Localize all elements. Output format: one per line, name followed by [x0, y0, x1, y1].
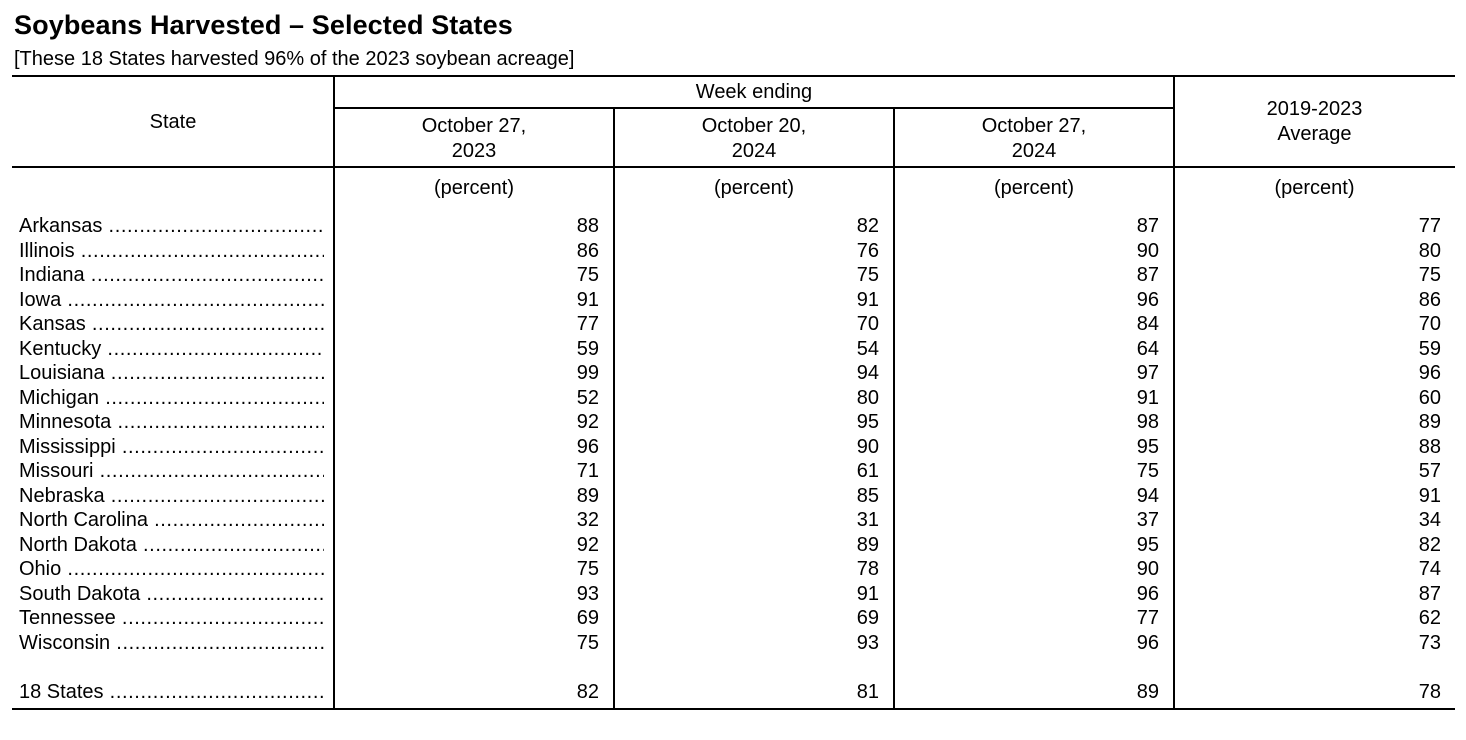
percent-cell: 93	[576, 582, 599, 605]
percent-cell: 54	[856, 337, 879, 360]
percent-cell: 92	[576, 411, 599, 433]
percent-cell: 82	[856, 215, 879, 237]
percent-cell: 96	[576, 435, 599, 458]
table-row	[12, 312, 1455, 337]
percent-cell: 80	[856, 386, 879, 409]
percent-cell: 90	[856, 435, 879, 458]
state-label: Arkansas	[19, 215, 103, 237]
state-name	[19, 263, 324, 288]
percent-cell: 70	[856, 313, 879, 335]
percent-cell: 96	[1136, 582, 1159, 605]
table-top-rule	[12, 75, 1455, 77]
total-row	[12, 680, 1455, 705]
percent-cell: 52	[576, 386, 599, 409]
percent-cell: 87	[1136, 215, 1159, 237]
percent-cell: 75	[856, 264, 879, 286]
state-name	[19, 533, 324, 558]
harvest-table	[12, 75, 1455, 710]
percent-cell: 85	[856, 484, 879, 507]
state-name	[19, 484, 324, 509]
percent-cell: 94	[1136, 484, 1159, 507]
header-bottom-rule	[12, 166, 1455, 168]
percent-cell: 82	[1418, 533, 1441, 556]
state-label: Kansas	[19, 313, 86, 335]
percent-cell: 95	[1136, 533, 1159, 556]
percent-cell: 88	[576, 215, 599, 237]
percent-cell: 87	[1418, 582, 1441, 605]
state-name	[19, 410, 324, 435]
state-label: Minnesota	[19, 411, 112, 433]
state-label: Iowa	[19, 288, 62, 311]
table-row	[12, 606, 1455, 631]
percent-cell: 75	[576, 631, 599, 654]
percent-cell: 89	[576, 484, 599, 507]
percent-cell: 37	[1136, 509, 1159, 531]
percent-cell: 73	[1418, 631, 1441, 654]
percent-cell: 91	[856, 288, 879, 311]
state-name	[19, 435, 324, 460]
table-row	[12, 361, 1455, 386]
percent-cell: 71	[576, 460, 599, 482]
state-name	[19, 557, 324, 582]
percent-cell: 77	[576, 313, 599, 335]
table-row	[12, 459, 1455, 484]
table-body	[12, 214, 1455, 704]
table-row	[12, 435, 1455, 460]
state-label: Michigan	[19, 386, 100, 409]
state-name	[19, 606, 324, 631]
percent-cell: 75	[576, 558, 599, 580]
column-header-oct20-2024: October 20, 2024	[701, 115, 807, 162]
table-row	[12, 484, 1455, 509]
state-name	[19, 239, 324, 264]
state-label: North Dakota	[19, 533, 137, 556]
week-ending-rule	[334, 107, 1174, 109]
state-label: North Carolina	[19, 509, 148, 531]
percent-cell: 75	[576, 264, 599, 286]
percent-cell: 95	[1136, 435, 1159, 458]
table-row	[12, 533, 1455, 558]
table-row	[12, 557, 1455, 582]
state-label: Indiana	[19, 264, 85, 286]
unit-label: (percent)	[1274, 177, 1355, 199]
state-label: Tennessee	[19, 607, 116, 629]
percent-cell: 87	[1136, 264, 1159, 286]
percent-cell: 59	[576, 337, 599, 360]
column-header-average: 2019-2023 Average	[1266, 98, 1363, 145]
percent-cell: 91	[856, 582, 879, 605]
percent-cell: 70	[1418, 313, 1441, 335]
percent-cell: 75	[1418, 264, 1441, 286]
state-label: South Dakota	[19, 582, 141, 605]
percent-cell: 77	[1136, 607, 1159, 629]
percent-cell: 60	[1418, 386, 1441, 409]
percent-cell: 78	[1418, 680, 1441, 703]
percent-cell: 93	[856, 631, 879, 654]
table-row	[12, 410, 1455, 435]
state-name	[19, 582, 324, 607]
table-row	[12, 631, 1455, 656]
percent-cell: 76	[856, 239, 879, 262]
percent-cell: 81	[856, 680, 879, 703]
table-row	[12, 386, 1455, 411]
percent-cell: 61	[856, 460, 879, 482]
percent-cell: 92	[576, 533, 599, 556]
percent-cell: 82	[576, 680, 599, 703]
state-name	[19, 386, 324, 411]
percent-cell: 62	[1418, 607, 1441, 629]
state-name	[19, 312, 324, 337]
table-row	[12, 582, 1455, 607]
state-name	[19, 337, 324, 362]
state-column-header: State	[149, 111, 197, 133]
percent-cell: 75	[1136, 460, 1159, 482]
unit-label: (percent)	[433, 177, 515, 199]
state-label: Nebraska	[19, 484, 105, 507]
table-row	[12, 239, 1455, 264]
page-title: Soybeans Harvested – Selected States	[14, 10, 513, 40]
percent-cell: 89	[1418, 411, 1441, 433]
page-subtitle: [These 18 States harvested 96% of the 2023 soybean acreage]	[14, 48, 575, 70]
state-label: Mississippi	[19, 435, 116, 458]
percent-cell: 86	[576, 239, 599, 262]
percent-cell: 77	[1418, 215, 1441, 237]
table-row	[12, 214, 1455, 239]
percent-cell: 86	[1418, 288, 1441, 311]
percent-cell: 80	[1418, 239, 1441, 262]
percent-cell: 84	[1136, 313, 1159, 335]
unit-label: (percent)	[993, 177, 1075, 199]
percent-cell: 91	[1418, 484, 1441, 507]
percent-cell: 97	[1136, 362, 1159, 384]
percent-cell: 32	[576, 509, 599, 531]
percent-cell: 89	[856, 533, 879, 556]
percent-cell: 69	[856, 607, 879, 629]
percent-cell: 96	[1136, 288, 1159, 311]
state-name	[19, 508, 324, 533]
state-name	[19, 361, 324, 386]
state-label: Missouri	[19, 460, 94, 482]
percent-cell: 91	[576, 288, 599, 311]
state-label: Louisiana	[19, 362, 105, 384]
percent-cell: 99	[576, 362, 599, 384]
table-bottom-rule	[12, 708, 1455, 710]
percent-cell: 90	[1136, 239, 1159, 262]
percent-cell: 31	[856, 509, 879, 531]
table-row	[12, 263, 1455, 288]
percent-cell: 88	[1418, 435, 1441, 458]
percent-cell: 57	[1418, 460, 1441, 482]
state-name	[19, 631, 324, 656]
table-row	[12, 288, 1455, 313]
state-label: 18 States	[19, 680, 104, 703]
percent-cell: 95	[856, 411, 879, 433]
percent-cell: 96	[1136, 631, 1159, 654]
state-label: Illinois	[19, 239, 75, 262]
percent-cell: 90	[1136, 558, 1159, 580]
percent-cell: 59	[1418, 337, 1441, 360]
percent-cell: 64	[1136, 337, 1159, 360]
percent-cell: 34	[1418, 509, 1441, 531]
percent-cell: 74	[1418, 558, 1441, 580]
state-name	[19, 214, 324, 239]
percent-cell: 69	[576, 607, 599, 629]
state-name	[19, 288, 324, 313]
table-row	[12, 337, 1455, 362]
unit-label: (percent)	[713, 177, 795, 199]
state-label: Ohio	[19, 558, 62, 580]
percent-cell: 96	[1418, 362, 1441, 384]
percent-cell: 78	[856, 558, 879, 580]
percent-cell: 94	[856, 362, 879, 384]
percent-cell: 89	[1136, 680, 1159, 703]
week-ending-header: Week ending	[695, 81, 813, 103]
table-row	[12, 508, 1455, 533]
state-name	[19, 459, 324, 484]
state-name	[19, 680, 324, 705]
percent-cell: 98	[1136, 411, 1159, 433]
column-header-oct27-2024: October 27, 2024	[981, 115, 1087, 162]
column-header-oct27-2023: October 27, 2023	[421, 115, 527, 162]
state-label: Wisconsin	[19, 631, 111, 654]
percent-cell: 91	[1136, 386, 1159, 409]
state-label: Kentucky	[19, 337, 102, 360]
